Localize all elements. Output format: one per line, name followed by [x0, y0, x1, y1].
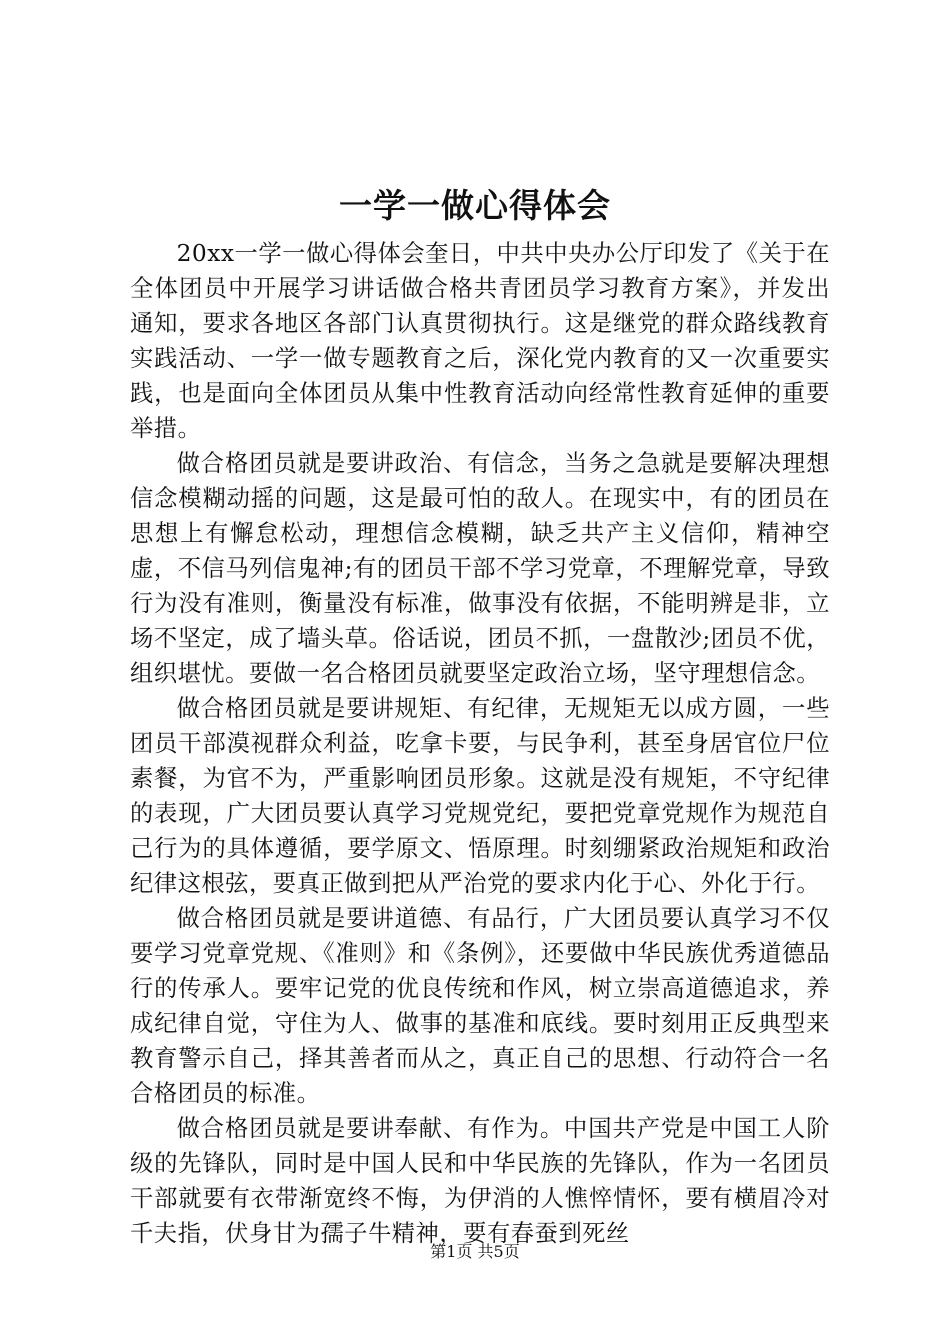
paragraph-1: 20xx一学一做心得体会奎日，中共中央办公厅印发了《关于在全体团员中开展学习讲话做合格共青团员学习教育方案》，并发出通知，要求各地区各部门认真贯彻执行。这是继党的群众路线教育实践活动、一学一做专题教育之后，深化党内教育的又一次重要实践，也是面向全体团员从集中性教育活动向经常性教育延伸的重要举措。 [130, 240, 830, 442]
paragraph-5: 做合格团员就是要讲奉献、有作为。中国共产党是中国工人阶级的先锋队，同时是中国人民和中华民族的先锋队，作为一名团员干部就要有衣带渐宽终不悔，为伊消的人憔悴情怀，要有横眉冷对千夫指，伏身甘为孺子牛精神，要有春蚕到死丝 [130, 1115, 830, 1247]
page-number-footer: 第1页 共5页 [430, 1242, 520, 1261]
paragraph-2: 做合格团员就是要讲政治、有信念，当务之急就是要解决理想信念模糊动摇的问题，这是最可怕的敌人。在现实中，有的团员在思想上有懈怠松动，理想信念模糊，缺乏共产主义信仰，精神空虚，不信马列信鬼神;有的团员干部不学习党章，不理解党章，导致行为没有准则，衡量没有标准，做事没有依据，不能明辨是非，立场不坚定，成了墙头草。俗话说，团员不抓，一盘散沙;团员不优，组织堪忧。要做一名合格团员就要坚定政治立场，坚守理想信念。 [130, 450, 830, 687]
paragraph-3: 做合格团员就是要讲规矩、有纪律，无规矩无以成方圆，一些团员干部漠视群众利益，吃拿卡要，与民争利，甚至身居官位尸位素餐，为官不为，严重影响团员形象。这就是没有规矩，不守纪律的表现，广大团员要认真学习党规党纪，要把党章党规作为规范自己行为的具体遵循，要学原文、悟原理。时刻绷紧政治规矩和政治纪律这根弦，要真正做到把从严治党的要求内化于心、外化于行。 [130, 695, 830, 897]
page-title: 一学一做心得体会 [339, 186, 611, 225]
paragraph-4: 做合格团员就是要讲道德、有品行，广大团员要认真学习不仅要学习党章党规、《准则》和《条例》，还要做中华民族优秀道德品行的传承人。要牢记党的优良传统和作风，树立崇高道德追求，养成纪律自觉，守住为人、做事的基准和底线。要时刻用正反典型来教育警示自己，择其善者而从之，真正自己的思想、行动符合一名合格团员的标准。 [130, 905, 830, 1107]
document-body [130, 236, 830, 1251]
